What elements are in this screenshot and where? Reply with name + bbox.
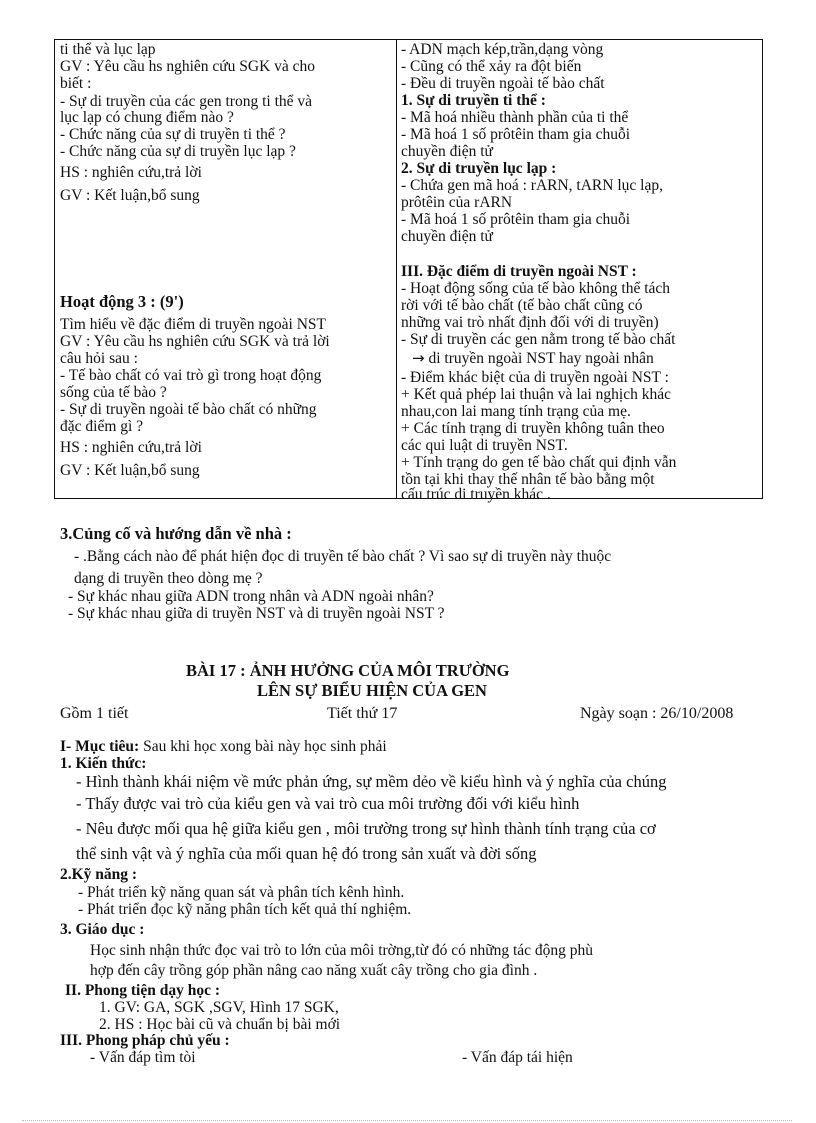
table-right-line: - Mã hoá 1 số prôtêin tham gia chuỗi xyxy=(401,211,631,228)
knowledge-item: - Nêu được mối qua hệ giữa kiểu gen , môi trường trong sự hình thành tính trạng của cơ xyxy=(76,819,656,838)
table-right-line: - Chứa gen mã hoá : rARN, tARN lục lạp, xyxy=(401,177,663,194)
objectives-line: I- Mục tiêu: Sau khi học xong bài này học sinh phải xyxy=(60,738,387,755)
table-left-line: - Tế bào chất có vai trò gì trong hoạt động xyxy=(60,367,322,384)
table-right-line: chuyền điện tử xyxy=(401,228,493,245)
table-left-line: câu hỏi sau : xyxy=(60,350,138,367)
table-right-line: tồn tại khi thay thế nhân tế bào bằng một xyxy=(401,471,655,488)
table-right-line: những vai trò nhất định đối với di truyền) xyxy=(401,314,659,331)
table-left-line: HS : nghiên cứu,trả lời xyxy=(60,439,202,456)
table-left-line: GV : Yêu cầu hs nghiên cứu SGK và cho xyxy=(60,58,316,75)
table-right-line: - Mã hoá nhiều thành phần của ti thể xyxy=(401,109,629,126)
table-right-line: chuyền điện tử xyxy=(401,143,493,160)
means-item: 2. HS : Học bài cũ và chuẩn bị bài mới xyxy=(99,1016,341,1033)
table-left-line: - Sự di truyền ngoài tế bào chất có những xyxy=(60,401,317,418)
method-item: - Vấn đáp tìm tòi xyxy=(90,1049,196,1066)
education-text: Học sinh nhận thức đọc vai trò to lớn của môi trờng,từ đó có những tác động phù xyxy=(90,942,594,959)
table-column-divider xyxy=(396,39,397,499)
table-right-line: rời với tế bào chất (tế bào chất cũng có xyxy=(401,297,643,314)
table-left-line: đặc điểm gì ? xyxy=(60,418,144,435)
table-left-line: GV : Kết luận,bổ sung xyxy=(60,462,200,479)
table-left-line: - Sự di truyền của các gen trong ti thể và xyxy=(60,93,313,110)
table-right-line: nhau,con lai mang tính trạng của mẹ. xyxy=(401,403,631,420)
table-left-line: lục lạp có chung điểm nào ? xyxy=(60,109,234,126)
table-left-line: GV : Yêu cầu hs nghiên cứu SGK và trả lời xyxy=(60,333,330,350)
skills-item: - Phát triển kỹ năng quan sát và phân tích kênh hình. xyxy=(78,884,405,901)
education-heading: 3. Giáo dục : xyxy=(60,921,145,938)
table-left-line: - Chức năng của sự di truyền lục lạp ? xyxy=(60,143,296,160)
review-item: - Sự khác nhau giữa ADN trong nhân và ADN ngoài nhân? xyxy=(68,588,434,605)
section-heading: III. Đặc điểm di truyền ngoài NST : xyxy=(401,263,637,280)
right-arrow-icon: → xyxy=(412,349,425,367)
table-right-line: + Kết quả phép lai thuận và lai nghịch khác xyxy=(401,386,672,403)
table-right-line: - Đều di truyền ngoài tế bào chất xyxy=(401,75,605,92)
activity-3-heading: Hoạt động 3 : (9') xyxy=(60,292,184,311)
method-heading: III. Phong pháp chủ yếu : xyxy=(60,1032,230,1049)
review-heading: 3.Củng cố và hướng dẫn về nhà : xyxy=(60,524,292,543)
review-item: - .Bằng cách nào để phát hiện đọc di truyền tế bào chất ? Vì sao sự di truyền này thuộc xyxy=(74,548,612,565)
skills-item: - Phát triển đọc kỹ năng phân tích kết quả thí nghiệm. xyxy=(78,901,412,918)
table-left-line: Tìm hiểu về đặc điểm di truyền ngoài NST xyxy=(60,316,327,333)
table-right-line: cấu trúc di truyền khác . xyxy=(401,486,551,503)
page-footer-divider xyxy=(22,1120,792,1121)
lesson-title: BÀI 17 : ẢNH HƯỞNG CỦA MÔI TRƯỜNG xyxy=(186,661,510,680)
table-left-line: ti thể và lục lạp xyxy=(60,41,156,58)
table-right-line: - Mã hoá 1 số prôtêin tham gia chuỗi xyxy=(401,126,631,143)
table-right-line: các qui luật di truyền NST. xyxy=(401,437,568,454)
method-item: - Vấn đáp tái hiện xyxy=(462,1049,573,1066)
table-right-line: prôtêin của rARN xyxy=(401,194,513,211)
table-left-line: - Chức năng của sự di truyền ti thể ? xyxy=(60,126,286,143)
knowledge-item: thể sinh vật và ý nghĩa của mối quan hệ đó trong sản xuất và đời sống xyxy=(76,844,537,863)
table-right-line: + Tính trạng do gen tế bào chất qui định vẫn xyxy=(401,454,677,471)
table-left-line: GV : Kết luận,bổ sung xyxy=(60,187,200,204)
lesson-period-count: Gồm 1 tiết xyxy=(60,705,129,722)
review-item: - Sự khác nhau giữa di truyền NST và di truyền ngoài NST ? xyxy=(68,605,445,622)
section-heading: 2. Sự di truyền lục lạp : xyxy=(401,160,557,177)
knowledge-item: - Hình thành khái niệm về mức phản ứng, sự mềm dẻo về kiểu hình và ý nghĩa của chúng xyxy=(76,772,667,791)
lesson-period-number: Tiết thứ 17 xyxy=(327,705,398,722)
table-left-line: sống của tế bào ? xyxy=(60,384,167,401)
table-right-line: - Cũng có thể xảy ra đột biến xyxy=(401,58,582,75)
table-left-line: HS : nghiên cứu,trả lời xyxy=(60,164,202,181)
skills-heading: 2.Kỹ năng : xyxy=(60,866,138,883)
knowledge-item: - Thấy được vai trò của kiểu gen và vai trò cua môi trường đối với kiểu hình xyxy=(76,794,580,813)
education-text: hợp đến cây trồng góp phần nâng cao năng xuất cây trồng cho gia đình . xyxy=(90,962,538,979)
table-left-line: biết : xyxy=(60,75,92,92)
lesson-date: Ngày soạn : 26/10/2008 xyxy=(580,705,734,722)
knowledge-heading: 1. Kiến thức: xyxy=(60,755,147,772)
table-right-line: - Sự di truyền các gen nằm trong tế bào chất xyxy=(401,331,676,348)
lesson-subtitle: LÊN SỰ BIỂU HIỆN CỦA GEN xyxy=(257,681,487,700)
review-item: dạng di truyền theo dòng mẹ ? xyxy=(74,570,263,587)
table-right-line: + Các tính trạng di truyền không tuân theo xyxy=(401,420,665,437)
section-heading: 1. Sự di truyền ti thể : xyxy=(401,92,546,109)
table-right-line: - ADN mạch kép,trần,dạng vòng xyxy=(401,41,604,58)
table-right-line: - Hoạt động sống của tế bào không thể tách xyxy=(401,280,671,297)
table-right-line: → di truyền ngoài NST hay ngoài nhân xyxy=(412,349,654,367)
means-item: 1. GV: GA, SGK ,SGV, Hình 17 SGK, xyxy=(99,999,339,1016)
means-heading: II. Phong tiện dạy học : xyxy=(65,982,221,999)
table-right-line: - Điểm khác biệt của di truyền ngoài NST : xyxy=(401,369,669,386)
